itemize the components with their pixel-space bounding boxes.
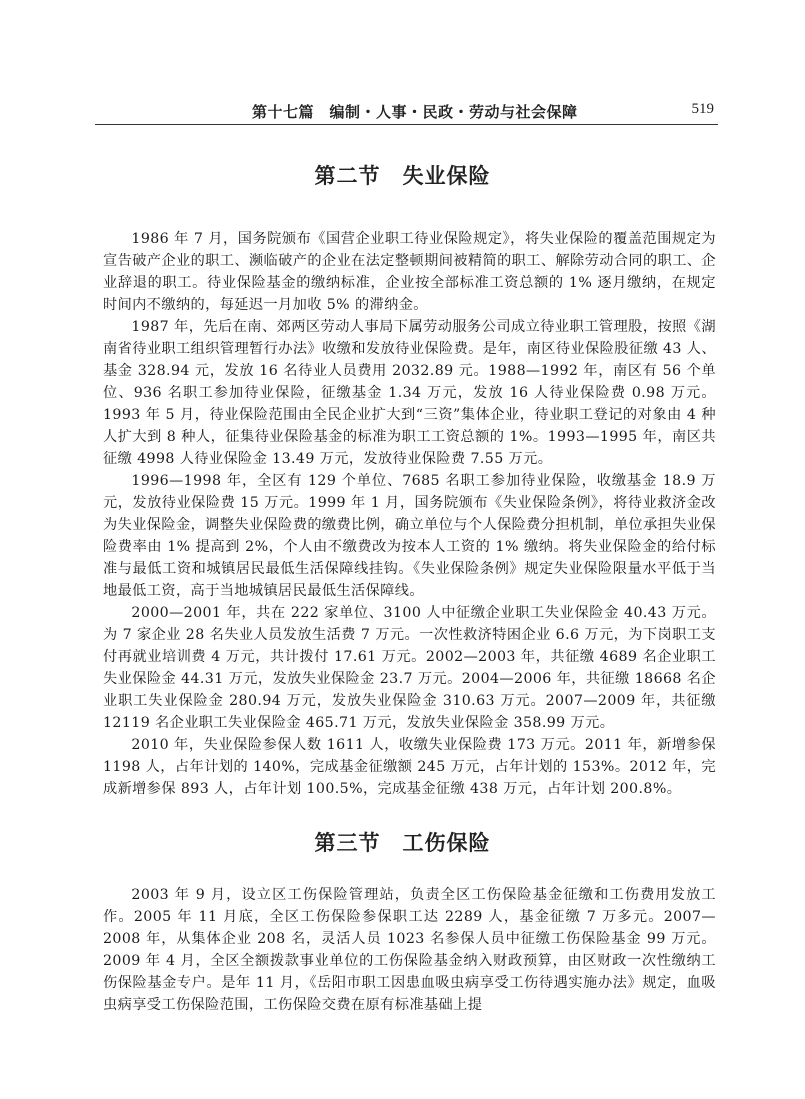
section-name: 失业保险 (402, 164, 491, 188)
paragraph: 1996—1998 年，全区有 129 个单位、7685 名职工参加待业保险，收缴基金 18.9 万元，发放待业保险费 15 万元。1999 年 1 月，国务院颁布《失业保险条例》，将待业救济金改为失业保险金，调整失业保险费的缴费比例，确立单位与个人保险费分担机制，单位承担失业保险费率由 1% 提高到 2%，个人由不缴费改为按本人工资的 1% 缴纳。将失业保险金的给付标准与最低工资和城镇居民最低生活保障线挂钩。《失业保险条例》规定失业保险限量水平低于当地最低工资，高于当地城镇居民最低生活保障线。 (103, 473, 716, 599)
paragraph: 1986 年 7 月，国务院颁布《国营企业职工待业保险规定》，将失业保险的覆盖范围规定为宣告破产企业的职工、濒临破产的企业在法定整顿期间被精简的职工、解除劳动合同的职工、企业辞退的职工。待业保险基金的缴纳标准，企业按全部标准工资总额的 1% 逐月缴纳，在规定时间内不缴纳的，每延迟一月加收 5% 的滞纳金。 (103, 231, 716, 313)
section-number: 第二节 (314, 164, 381, 188)
section-heading-work-injury (0, 827, 805, 857)
paragraph: 2003 年 9 月，设立区工伤保险管理站，负责全区工伤保险基金征缴和工伤费用发放工作。2005 年 11 月底，全区工伤保险参保职工达 2289 人，基金征缴 7 万多元。2007—2008 年，从集体企业 208 名，灵活人员 1023 名参保人员中征缴工伤保险基金 99 万元。2009 年 4 月，全区全额拨款事业单位的工伤保险基金纳入财政预算，由区财政一次性缴纳工伤保险基金专户。是年 11 月，《岳阳市职工因患血吸虫病享受工伤待遇实施办法》规定，血吸虫病享受工伤保险范围，工伤保险交费在原有标准基础上提 (103, 887, 716, 1013)
section-body-work-injury (103, 884, 716, 1016)
section-name: 工伤保险 (402, 831, 491, 855)
paragraph: 2000—2001 年，共在 222 家单位、3100 人中征缴企业职工失业保险金 40.43 万元。为 7 家企业 28 名失业人员发放生活费 7 万元。一次性救济特困企业 6.6 万元，为下岗职工支付再就业培训费 4 万元，共计拨付 17.61 万元。2002—2003 年，共征缴 4689 名企业职工失业保险金 44.31 万元，发放失业保险金 23.7 万元。2004—2006 年，共征缴 18668 名企业职工失业保险金 280.94 万元，发放失业保险金 310.63 万元。2007—2009 年，共征缴 12119 名企业职工失业保险金 465.71 万元，发放失业保险金 358.99 万元。 (103, 605, 716, 731)
page-number: 519 (691, 101, 714, 117)
section-body-unemployment (103, 228, 716, 800)
running-header (95, 97, 718, 125)
section-heading-unemployment (0, 160, 805, 190)
paragraph: 1987 年，先后在南、郊两区劳动人事局下属劳动服务公司成立待业职工管理股，按照《湖南省待业职工组织管理暂行办法》收缴和发放待业保险费。是年，南区待业保险股征缴 43 人、基金 328.94 元，发放 16 名待业人员费用 2032.89 元。1988—1992 年，南区有 56 个单位、936 名职工参加待业保险，征缴基金 1.34 万元，发放 16 人待业保险费 0.98 万元。1993 年 5 月，待业保险范围由全民企业扩大到“三资”集体企业，待业职工登记的对象由 4 种人扩大到 8 种人，征集待业保险基金的标准为职工工资总额的 1%。1993—1995 年，南区共征缴 4998 人待业保险金 13.49 万元，发放待业保险费 7.55 万元。 (103, 319, 716, 467)
chapter-title: 第十七篇 编制・人事・民政・劳动与社会保障 (252, 103, 578, 121)
paragraph: 2010 年，失业保险参保人数 1611 人，收缴失业保险费 173 万元。2011 年，新增参保 1198 人，占年计划的 140%，完成基金征缴额 245 万元，占年计划的 153%。2012 年，完成新增参保 893 人，占年计划 100.5%，完成基金征缴 438 万元，占年计划 200.8%。 (103, 737, 716, 797)
section-number: 第三节 (314, 831, 381, 855)
